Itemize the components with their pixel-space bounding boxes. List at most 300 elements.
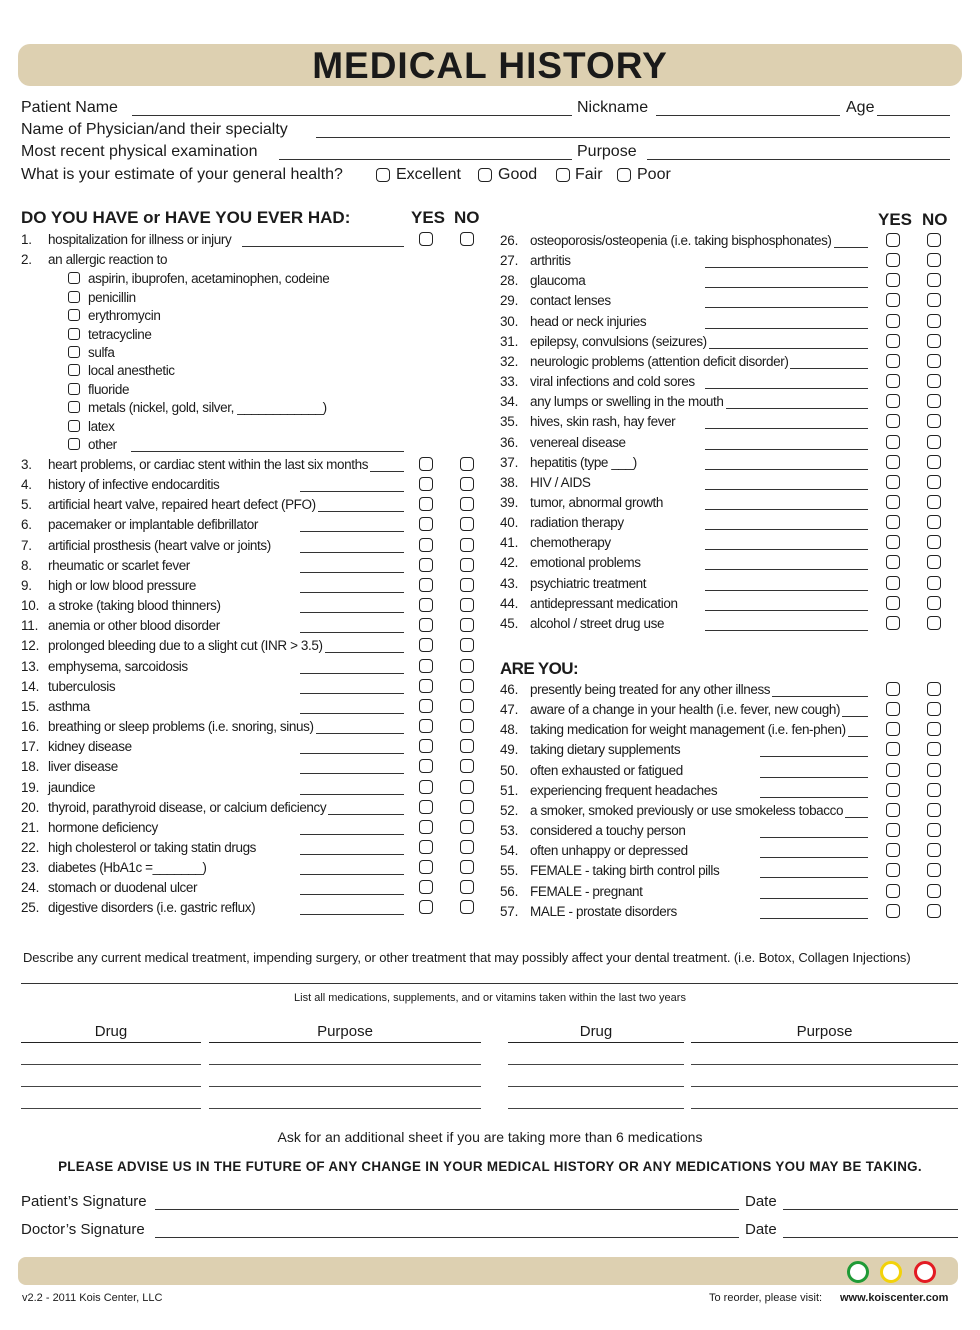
yes-checkbox[interactable] [419, 780, 433, 794]
yes-checkbox[interactable] [419, 820, 433, 834]
yes-checkbox[interactable] [886, 535, 900, 549]
no-checkbox[interactable] [927, 334, 941, 348]
question-number: 29. [500, 293, 519, 309]
question-text: hives, skin rash, hay fever [530, 414, 676, 430]
question-number: 55. [500, 863, 519, 879]
reorder-text: To reorder, please visit: [709, 1292, 823, 1304]
no-checkbox[interactable] [460, 739, 474, 753]
medication-entry-line[interactable] [21, 1108, 201, 1109]
allergy-checkbox[interactable] [68, 364, 80, 376]
question-number: 16. [21, 719, 40, 734]
yes-checkbox[interactable] [886, 314, 900, 328]
yes-checkbox[interactable] [886, 823, 900, 837]
question-answer-line[interactable] [760, 696, 868, 697]
yes-checkbox[interactable] [886, 515, 900, 529]
yes-checkbox[interactable] [886, 742, 900, 756]
yes-checkbox[interactable] [886, 863, 900, 877]
yes-checkbox[interactable] [419, 638, 433, 652]
question-text: neurologic problems (attention deficit disorder) [530, 353, 789, 369]
no-checkbox[interactable] [460, 900, 474, 914]
patient-name-field[interactable] [132, 115, 572, 116]
question-answer-line[interactable] [300, 491, 404, 492]
question-text: asthma [48, 699, 90, 714]
exam-field[interactable] [279, 159, 572, 160]
medication-entry-line[interactable] [209, 1086, 481, 1087]
question-answer-line[interactable] [760, 918, 868, 919]
allergy-checkbox[interactable] [68, 346, 80, 358]
medication-header-rule [21, 1042, 201, 1043]
question-number: 47. [500, 702, 519, 718]
yes-checkbox[interactable] [886, 253, 900, 267]
question-text: FEMALE - taking birth control pills [530, 863, 720, 879]
yes-checkbox[interactable] [419, 739, 433, 753]
medication-entry-line[interactable] [209, 1108, 481, 1109]
yes-checkbox[interactable] [886, 763, 900, 777]
medication-entry-line[interactable] [508, 1108, 684, 1109]
yes-checkbox[interactable] [419, 800, 433, 814]
purpose-header-2: Purpose [796, 1023, 853, 1040]
yes-checkbox[interactable] [419, 457, 433, 471]
question-answer-line[interactable] [705, 569, 868, 570]
yes-checkbox[interactable] [886, 904, 900, 918]
question-number: 22. [21, 840, 40, 855]
footer-banner [18, 1257, 958, 1285]
health-fair-label: Fair [575, 166, 603, 183]
question-text: antidepressant medication [530, 595, 678, 611]
question-text: experiencing frequent headaches [530, 782, 718, 798]
question-answer-line[interactable] [705, 408, 868, 409]
yes-checkbox[interactable] [886, 495, 900, 509]
health-question: What is your estimate of your general health? [21, 166, 343, 183]
question-text: a stroke (taking blood thinners) [48, 598, 221, 613]
no-checkbox[interactable] [927, 475, 941, 489]
question-number: 43. [500, 575, 519, 591]
question-answer-line[interactable] [705, 549, 868, 550]
yes-checkbox[interactable] [419, 517, 433, 531]
question-text: hormone deficiency [48, 820, 158, 835]
yes-checkbox[interactable] [419, 840, 433, 854]
allergy-label: penicillin [88, 290, 136, 305]
question-answer-line[interactable] [300, 632, 404, 633]
allergy-other-line[interactable] [131, 451, 404, 452]
no-checkbox[interactable] [927, 515, 941, 529]
yes-checkbox[interactable] [419, 538, 433, 552]
question-number: 41. [500, 535, 519, 551]
no-checkbox[interactable] [927, 293, 941, 307]
no-checkbox[interactable] [927, 233, 941, 247]
question-answer-line[interactable] [705, 307, 868, 308]
question-text: aware of a change in your health (i.e. fever, new cough) [530, 702, 841, 718]
no-checkbox[interactable] [927, 722, 941, 736]
question-text: a smoker, smoked previously or use smokeless tobacco [530, 802, 844, 818]
question-text: prolonged bleeding due to a slight cut (INR > 3.5) [48, 638, 323, 653]
purpose-header-1: Purpose [317, 1023, 373, 1040]
question-answer-line[interactable] [300, 834, 404, 835]
question-text: stomach or duodenal ulcer [48, 880, 198, 895]
question-text: emotional problems [530, 555, 641, 571]
question-answer-line[interactable] [705, 469, 868, 470]
no-checkbox[interactable] [927, 374, 941, 388]
yes-checkbox[interactable] [886, 783, 900, 797]
medication-entry-line[interactable] [21, 1086, 201, 1087]
question-text: jaundice [48, 780, 96, 795]
no-checkbox[interactable] [460, 638, 474, 652]
question-number: 44. [500, 595, 519, 611]
question-answer-line[interactable] [760, 756, 868, 757]
allergy-label: sulfa [88, 345, 115, 360]
drug-header-1: Drug [94, 1023, 128, 1040]
health-excellent-checkbox[interactable] [376, 168, 390, 182]
no-checkbox[interactable] [927, 495, 941, 509]
question-answer-line[interactable] [300, 673, 404, 674]
question-answer-line[interactable] [300, 572, 404, 573]
yes-checkbox[interactable] [419, 719, 433, 733]
question-number: 35. [500, 414, 519, 430]
no-checkbox[interactable] [927, 763, 941, 777]
question-number: 25. [21, 900, 40, 915]
yes-checkbox[interactable] [419, 699, 433, 713]
yes-checkbox[interactable] [419, 679, 433, 693]
no-checkbox[interactable] [460, 618, 474, 632]
yes-checkbox[interactable] [419, 558, 433, 572]
no-checkbox[interactable] [460, 840, 474, 854]
health-poor-label: Poor [637, 166, 671, 183]
yes-checkbox[interactable] [886, 884, 900, 898]
health-poor-checkbox[interactable] [617, 168, 631, 182]
question-text: alcohol / street drug use [530, 615, 665, 631]
medication-entry-line[interactable] [209, 1064, 481, 1065]
yes-checkbox[interactable] [886, 233, 900, 247]
question-answer-line[interactable] [705, 449, 868, 450]
yes-checkbox[interactable] [419, 900, 433, 914]
question-number: 26. [500, 233, 519, 248]
allergy-checkbox[interactable] [68, 420, 80, 432]
question-answer-line[interactable] [300, 894, 404, 895]
no-checkbox[interactable] [927, 576, 941, 590]
question-number: 34. [500, 394, 519, 410]
question-text: presently being treated for any other illness [530, 682, 771, 697]
no-checkbox[interactable] [927, 435, 941, 449]
question-number: 4. [21, 477, 32, 492]
yes-checkbox[interactable] [419, 880, 433, 894]
medication-entry-line[interactable] [691, 1064, 958, 1065]
question-answer-line[interactable] [760, 857, 868, 858]
medication-header-rule [209, 1042, 481, 1043]
question-answer-line[interactable] [300, 773, 404, 774]
purpose-label: Purpose [577, 143, 637, 160]
allergy-checkbox[interactable] [68, 438, 80, 450]
no-checkbox[interactable] [460, 679, 474, 693]
question-number: 19. [21, 780, 40, 795]
question-text: diabetes (HbA1c =_______) [48, 860, 207, 875]
no-checkbox[interactable] [460, 699, 474, 713]
no-checkbox[interactable] [460, 598, 474, 612]
question-number: 11. [21, 618, 39, 633]
question-number: 33. [500, 374, 519, 390]
question-number: 13. [21, 659, 40, 674]
question-text: viral infections and cold sores [530, 374, 695, 390]
question-answer-line[interactable] [705, 529, 868, 530]
no-checkbox[interactable] [460, 800, 474, 814]
question-answer-line[interactable] [705, 267, 868, 268]
question-answer-line[interactable] [300, 531, 404, 532]
question-text: arthritis [530, 253, 571, 269]
no-checkbox[interactable] [927, 455, 941, 469]
question-text: heart problems, or cardiac stent within the last six months [48, 457, 369, 472]
question-number: 20. [21, 800, 40, 815]
no-checkbox[interactable] [927, 803, 941, 817]
yes-checkbox[interactable] [419, 578, 433, 592]
yes-checkbox[interactable] [886, 414, 900, 428]
question-number: 39. [500, 494, 519, 510]
yes-checkbox[interactable] [886, 273, 900, 287]
question-text: contact lenses [530, 293, 611, 309]
allergy-label: local anesthetic [88, 363, 175, 378]
medication-entry-line[interactable] [508, 1086, 684, 1087]
allergy-label: other [88, 437, 117, 452]
question-number: 56. [500, 883, 519, 899]
yes-checkbox[interactable] [886, 293, 900, 307]
yes-checkbox[interactable] [886, 843, 900, 857]
question-answer-line[interactable] [300, 753, 404, 754]
no-checkbox[interactable] [460, 880, 474, 894]
no-checkbox[interactable] [460, 820, 474, 834]
yes-checkbox[interactable] [419, 232, 433, 246]
no-checkbox[interactable] [460, 517, 474, 531]
patient-signature-label: Patient’s Signature [21, 1193, 147, 1210]
no-checkbox[interactable] [460, 578, 474, 592]
yes-checkbox[interactable] [886, 803, 900, 817]
yes-checkbox[interactable] [419, 659, 433, 673]
nickname-field[interactable] [656, 115, 840, 116]
describe-treatment-field[interactable] [21, 983, 958, 984]
no-checkbox[interactable] [927, 596, 941, 610]
no-checkbox[interactable] [460, 538, 474, 552]
medication-entry-line[interactable] [508, 1064, 684, 1065]
question-answer-line[interactable] [300, 693, 404, 694]
no-checkbox[interactable] [927, 783, 941, 797]
no-checkbox[interactable] [927, 843, 941, 857]
question-answer-line[interactable] [300, 794, 404, 795]
question-answer-line[interactable] [705, 489, 868, 490]
patient-date-field[interactable] [783, 1209, 958, 1210]
question-text: kidney disease [48, 739, 132, 754]
question-text: HIV / AIDS [530, 474, 591, 490]
question-number: 46. [500, 682, 519, 697]
no-checkbox[interactable] [927, 682, 941, 696]
physician-label: Name of Physician/and their specialty [21, 121, 288, 138]
question-answer-line[interactable] [300, 854, 404, 855]
question-number: 49. [500, 742, 519, 758]
no-checkbox[interactable] [927, 253, 941, 267]
yes-checkbox[interactable] [419, 497, 433, 511]
question-answer-line[interactable] [300, 552, 404, 553]
question-answer-line[interactable] [760, 898, 868, 899]
physician-field[interactable] [316, 137, 950, 138]
question-answer-line[interactable] [760, 837, 868, 838]
allergy-checkbox[interactable] [68, 309, 80, 321]
question-number: 3. [21, 457, 32, 472]
question-number: 5. [21, 497, 32, 512]
question-answer-line[interactable] [300, 914, 404, 915]
question-answer-line[interactable] [705, 388, 868, 389]
patient-signature-field[interactable] [155, 1209, 739, 1210]
purpose-field[interactable] [647, 159, 950, 160]
no-checkbox[interactable] [927, 904, 941, 918]
question-text: radiation therapy [530, 515, 624, 531]
question-answer-line[interactable] [300, 713, 404, 714]
yes-checkbox[interactable] [419, 759, 433, 773]
question-text: glaucoma [530, 273, 586, 289]
no-checkbox[interactable] [460, 659, 474, 673]
question-answer-line[interactable] [705, 328, 868, 329]
no-checkbox[interactable] [927, 414, 941, 428]
question-number: 8. [21, 558, 32, 573]
medication-entry-line[interactable] [691, 1086, 958, 1087]
question-answer-line[interactable] [300, 733, 404, 734]
yes-checkbox[interactable] [886, 334, 900, 348]
allergy-label: erythromycin [88, 308, 161, 323]
no-checkbox[interactable] [927, 884, 941, 898]
version-text: v2.2 - 2011 Kois Center, LLC [22, 1292, 163, 1304]
page-title: MEDICAL HISTORY [312, 45, 668, 86]
medication-entry-line[interactable] [691, 1108, 958, 1109]
health-good-label: Good [498, 166, 538, 183]
question-number: 32. [500, 353, 519, 369]
question-text: any lumps or swelling in the mouth [530, 394, 724, 410]
doctor-signature-field[interactable] [155, 1237, 739, 1238]
no-checkbox[interactable] [460, 232, 474, 246]
no-checkbox[interactable] [927, 273, 941, 287]
left-yes-header: YES [411, 208, 446, 227]
question-answer-line[interactable] [705, 428, 868, 429]
question-text: tumor, abnormal growth [530, 494, 664, 510]
no-checkbox[interactable] [927, 394, 941, 408]
yes-checkbox[interactable] [886, 682, 900, 696]
allergy-checkbox[interactable] [68, 272, 80, 284]
question-answer-line[interactable] [760, 797, 868, 798]
no-checkbox[interactable] [927, 535, 941, 549]
no-checkbox[interactable] [927, 314, 941, 328]
allergy-checkbox[interactable] [68, 328, 80, 340]
yes-checkbox[interactable] [886, 702, 900, 716]
question-number: 31. [500, 333, 519, 349]
yes-checkbox[interactable] [419, 477, 433, 491]
question-text: venereal disease [530, 434, 626, 450]
question-answer-line[interactable] [705, 509, 868, 510]
question-text: emphysema, sarcoidosis [48, 659, 188, 674]
question-answer-line[interactable] [705, 287, 868, 288]
question-number: 12. [21, 638, 40, 653]
yes-checkbox[interactable] [419, 860, 433, 874]
no-checkbox[interactable] [460, 860, 474, 874]
allergy-checkbox[interactable] [68, 383, 80, 395]
section-have-you-had: DO YOU HAVE or HAVE YOU EVER HAD: [21, 208, 351, 227]
question-text: breathing or sleep problems (i.e. snoring, sinus) [48, 719, 314, 734]
health-fair-checkbox[interactable] [556, 168, 570, 182]
no-checkbox[interactable] [927, 354, 941, 368]
question-text: liver disease [48, 759, 118, 774]
question-answer-line[interactable] [242, 246, 404, 247]
yes-checkbox[interactable] [886, 354, 900, 368]
question-number: 28. [500, 273, 519, 289]
list-medications-label: List all medications, supplements, and or vitamins taken within the last two years [294, 992, 686, 1004]
health-excellent-label: Excellent [396, 166, 461, 183]
yes-checkbox[interactable] [419, 618, 433, 632]
question-text: tuberculosis [48, 679, 116, 694]
additional-sheet-note: Ask for an additional sheet if you are taking more than 6 medications [277, 1129, 703, 1145]
no-checkbox[interactable] [927, 555, 941, 569]
yes-checkbox[interactable] [419, 598, 433, 612]
question-answer-line[interactable] [300, 612, 404, 613]
no-checkbox[interactable] [460, 780, 474, 794]
no-checkbox[interactable] [460, 497, 474, 511]
no-checkbox[interactable] [927, 702, 941, 716]
medication-entry-line[interactable] [21, 1064, 201, 1065]
yes-checkbox[interactable] [886, 455, 900, 469]
yes-checkbox[interactable] [886, 374, 900, 388]
yes-checkbox[interactable] [886, 722, 900, 736]
no-checkbox[interactable] [460, 477, 474, 491]
question-answer-line[interactable] [300, 592, 404, 593]
question-number: 14. [21, 679, 40, 694]
no-checkbox[interactable] [927, 616, 941, 630]
allergy-checkbox[interactable] [68, 401, 80, 413]
age-field[interactable] [877, 115, 950, 116]
no-checkbox[interactable] [927, 823, 941, 837]
question-number: 24. [21, 880, 40, 895]
allergy-label: latex [88, 419, 115, 434]
question-text: taking medication for weight management (i.e. fen-phen) [530, 722, 846, 738]
website-link[interactable]: www.koiscenter.com [840, 1292, 949, 1304]
section-are-you: ARE YOU: [500, 659, 579, 678]
question-number: 45. [500, 615, 519, 631]
question-number: 1. [21, 232, 32, 247]
question-answer-line[interactable] [760, 777, 868, 778]
yes-checkbox[interactable] [886, 576, 900, 590]
question-number: 15. [21, 699, 40, 714]
question-answer-line[interactable] [705, 630, 868, 631]
question-answer-line[interactable] [705, 610, 868, 611]
no-checkbox[interactable] [927, 863, 941, 877]
doctor-date-field[interactable] [783, 1237, 958, 1238]
yes-checkbox[interactable] [886, 555, 900, 569]
yes-checkbox[interactable] [886, 616, 900, 630]
allergy-checkbox[interactable] [68, 291, 80, 303]
question-answer-line[interactable] [300, 874, 404, 875]
yes-checkbox[interactable] [886, 394, 900, 408]
no-checkbox[interactable] [927, 742, 941, 756]
no-checkbox[interactable] [460, 759, 474, 773]
question-number: 50. [500, 762, 519, 778]
health-good-checkbox[interactable] [478, 168, 492, 182]
question-answer-line[interactable] [760, 877, 868, 878]
question-text: psychiatric treatment [530, 575, 647, 591]
question-number: 37. [500, 454, 519, 470]
question-number: 51. [500, 782, 519, 798]
doctor-date-label: Date [745, 1221, 777, 1238]
no-checkbox[interactable] [460, 719, 474, 733]
question-answer-line[interactable] [705, 348, 868, 349]
question-answer-line[interactable] [705, 590, 868, 591]
no-checkbox[interactable] [460, 558, 474, 572]
yes-checkbox[interactable] [886, 475, 900, 489]
yes-checkbox[interactable] [886, 596, 900, 610]
no-checkbox[interactable] [460, 457, 474, 471]
allergy-label: tetracycline [88, 327, 152, 342]
patient-date-label: Date [745, 1193, 777, 1210]
yes-checkbox[interactable] [886, 435, 900, 449]
